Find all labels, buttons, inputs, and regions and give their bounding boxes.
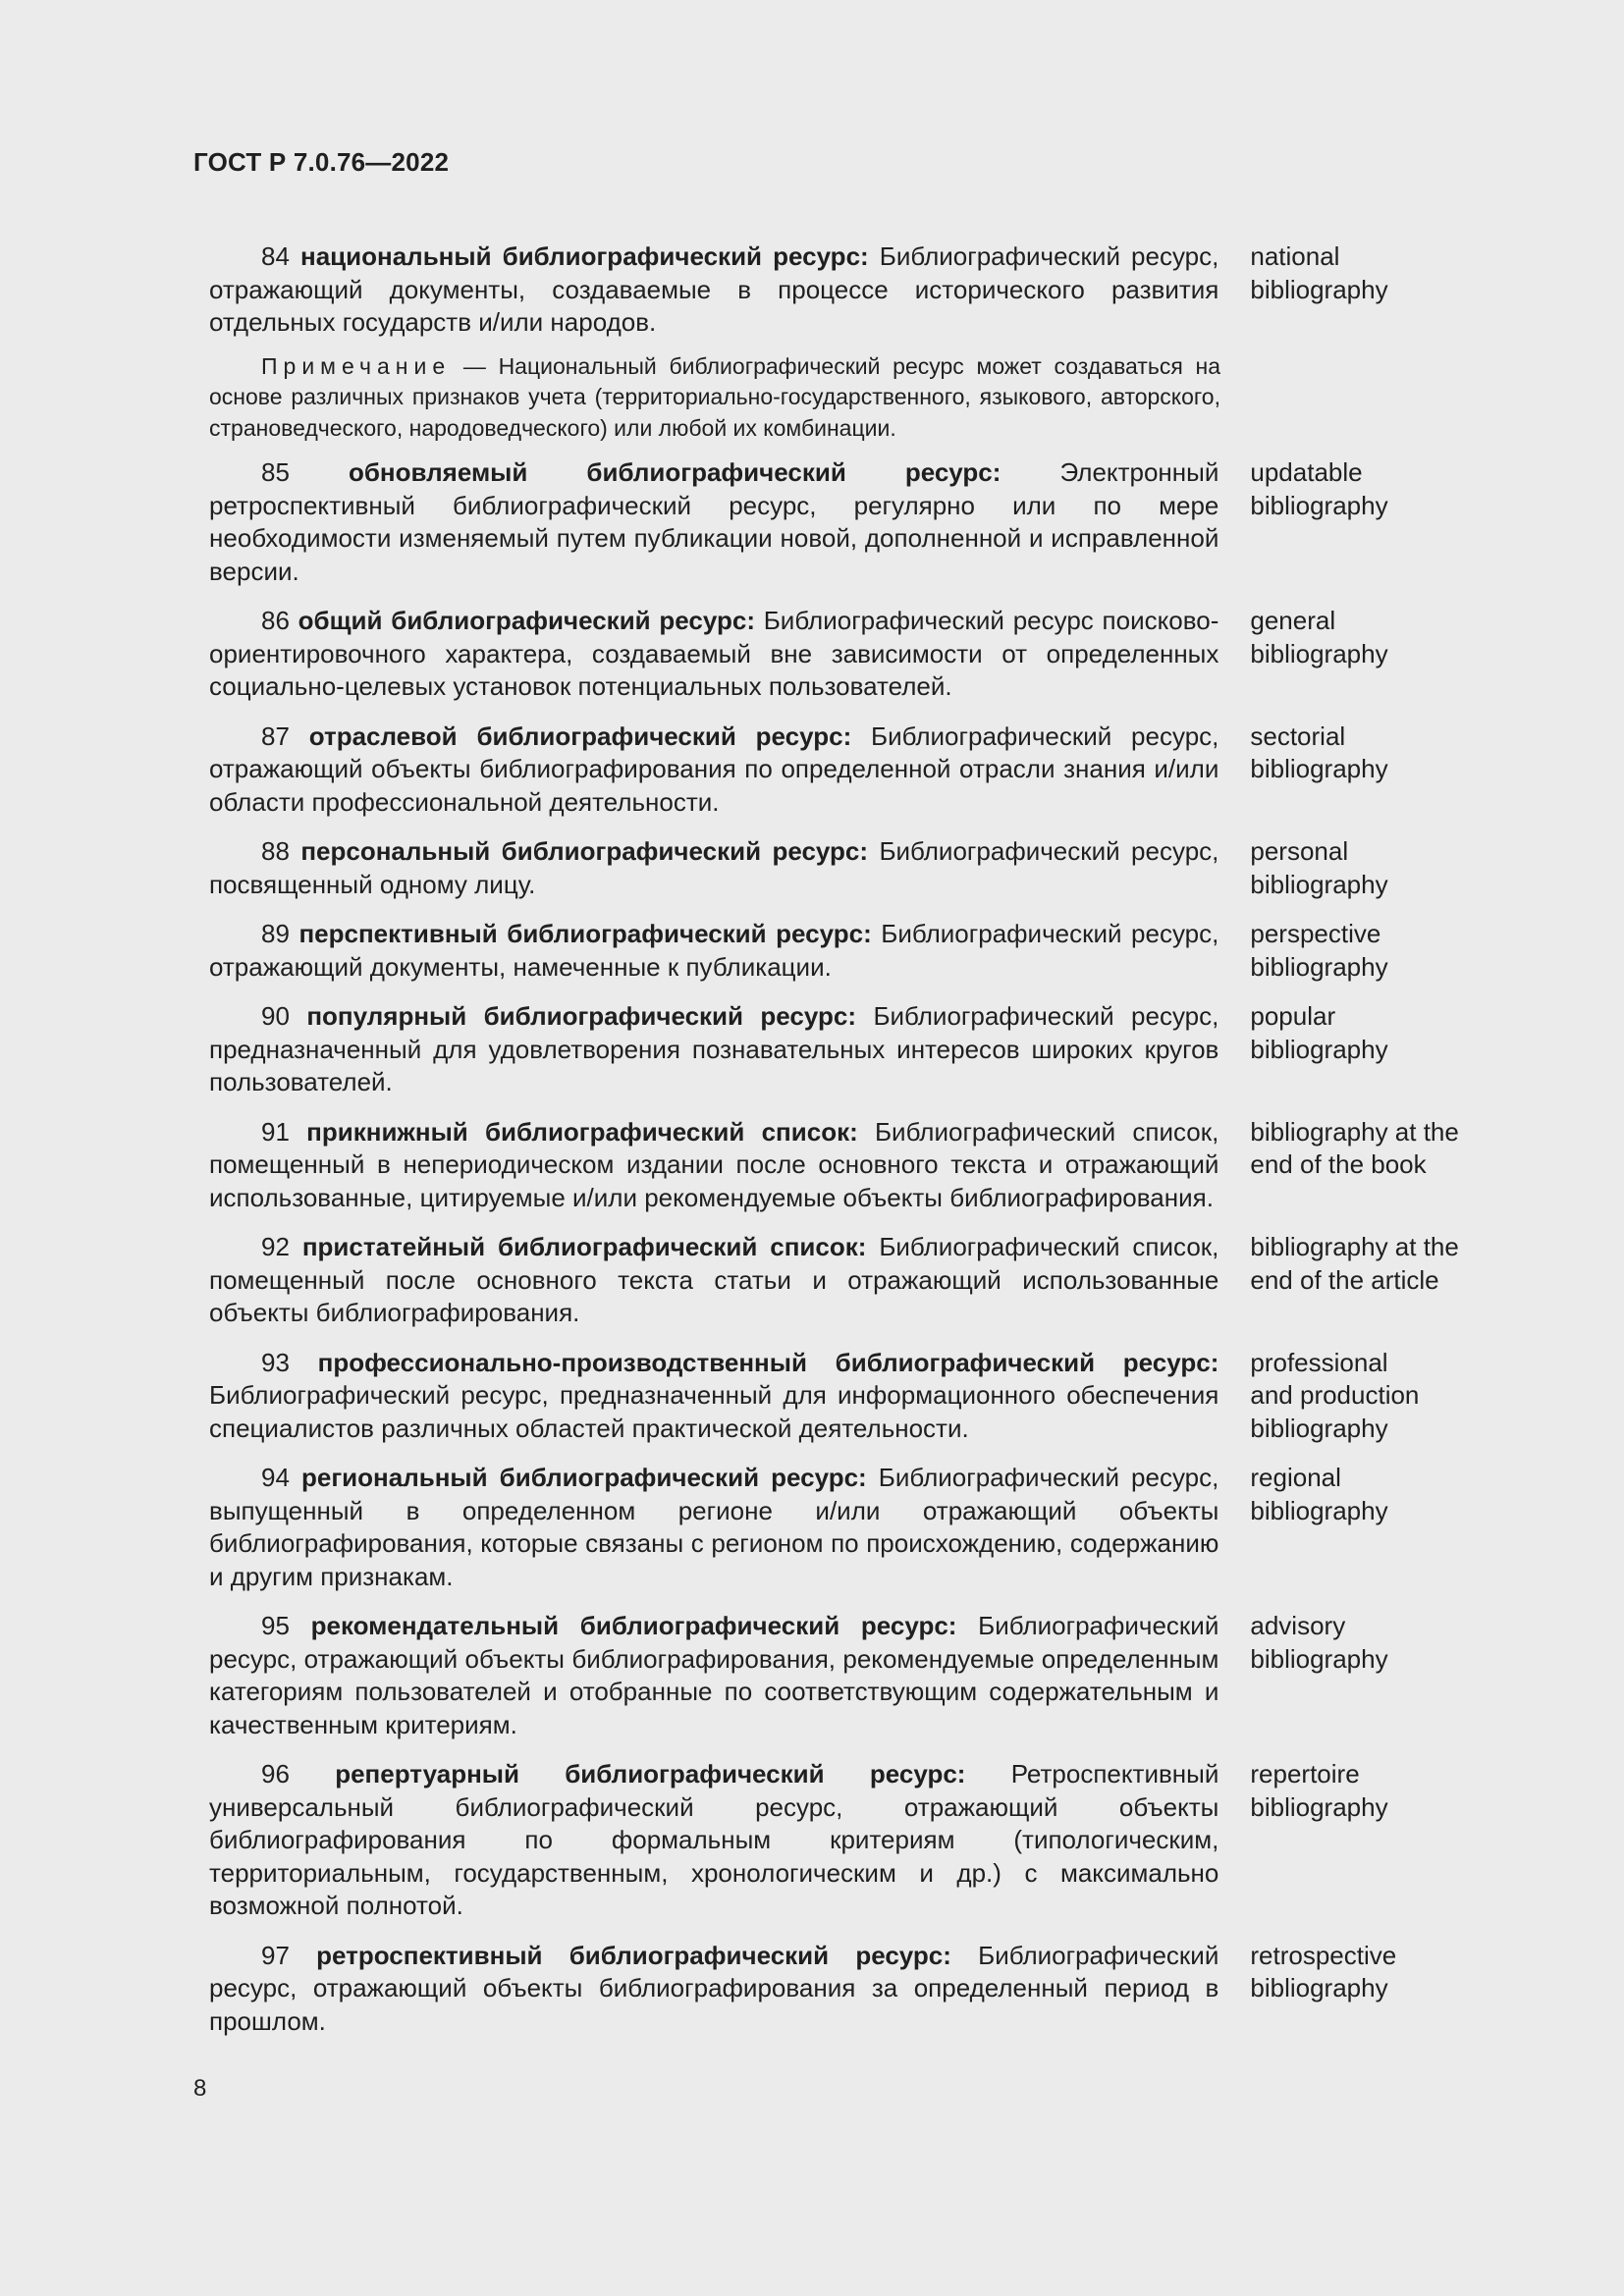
page-number: 8 — [193, 2075, 207, 2102]
english-equivalent: updatable bibliography — [1250, 457, 1388, 520]
term-number: 95 — [261, 1611, 290, 1640]
english-equivalent: professional and production bibliography — [1250, 1347, 1420, 1443]
term-title: рекомендательный библиографический ресурс: — [310, 1611, 957, 1640]
terms-list — [209, 240, 1486, 2038]
english-equivalent: general bibliography — [1250, 606, 1388, 668]
term-definition — [209, 1610, 1218, 1741]
term-title: репертуарный библиографический ресурс: — [335, 1759, 966, 1789]
term-definition — [209, 1940, 1218, 2039]
note-text: — Национальный библиографический ресурс может создаваться на основе различных признаков учета (территориально-государственного, языкового, авторского, страноведческого, народоведческого) или любой их комбинации. — [209, 352, 1220, 441]
term-number: 91 — [261, 1116, 290, 1147]
term-entry-85 — [209, 456, 1486, 588]
english-equivalent: bibliography at the end of the book — [1250, 1116, 1459, 1179]
term-text: Библиографический список, помещенный после основного текста статьи и отражающий использованные объекты библиографирования. — [209, 1232, 1219, 1327]
term-title: национальный библиографический ресурс: — [300, 241, 869, 271]
term-text: Библиографический ресурс, отражающий документы, намеченные к публикации. — [209, 919, 1219, 982]
term-text: Библиографический ресурс, отражающий объекты библиографирования по определенной отрасли знания и/или области профессиональной деятельности. — [209, 721, 1219, 817]
term-text: Библиографический ресурс, предназначенный для информационного обеспечения специалистов различных областей практической деятельности. — [209, 1380, 1219, 1443]
term-number: 97 — [261, 1940, 290, 1970]
term-title: пристатейный библиографический список: — [301, 1232, 867, 1261]
term-definition — [209, 835, 1218, 901]
english-equivalent: personal bibliography — [1250, 836, 1388, 899]
term-entry-84 — [209, 240, 1486, 340]
term-definition — [209, 1116, 1218, 1215]
term-title: общий библиографический ресурс: — [298, 606, 755, 635]
term-number: 84 — [261, 241, 290, 271]
term-number: 94 — [261, 1463, 290, 1492]
term-entry-96 — [209, 1758, 1486, 1923]
term-text: Библиографический ресурс, выпущенный в определенном регионе и/или отражающий объекты библиографирования, которые связаны с регионом по происхождению, содержанию и другим признакам. — [209, 1463, 1219, 1591]
term-definition — [209, 721, 1218, 820]
document-header: ГОСТ Р 7.0.76—2022 — [193, 147, 450, 177]
term-title: прикнижный библиографический список: — [306, 1116, 858, 1147]
term-number: 86 — [261, 606, 290, 635]
term-entry-87 — [209, 721, 1486, 820]
term-title: ретроспективный библиографический ресурс: — [316, 1940, 951, 1970]
term-definition — [209, 605, 1218, 704]
term-title: отраслевой библиографический ресурс: — [308, 721, 852, 751]
note-label: Примечание — [261, 352, 452, 379]
term-text: Ретроспективный универсальный библиографический ресурс, отражающий объекты библиографирования по формальным критериям (типологическим, территориальным, государственным, хронологическим и др.) с максимально возможной полнотой. — [209, 1759, 1219, 1920]
term-entry-97 — [209, 1940, 1486, 2039]
term-title: региональный библиографический ресурс: — [301, 1463, 867, 1492]
english-equivalent: retrospective bibliography — [1250, 1940, 1397, 2002]
term-text: Библиографический ресурс, отражающий объекты библиографирования за определенный период в прошлом. — [209, 1940, 1219, 2036]
english-equivalent: perspective bibliography — [1250, 919, 1388, 982]
english-equivalent: regional bibliography — [1250, 1463, 1388, 1525]
note — [209, 351, 1220, 445]
english-equivalent: bibliography at the end of the article — [1250, 1232, 1459, 1295]
term-entry-90 — [209, 1000, 1486, 1099]
term-number: 93 — [261, 1347, 290, 1377]
term-definition — [209, 456, 1218, 588]
term-title: персональный библиографический ресурс: — [300, 836, 869, 866]
term-number: 90 — [261, 1001, 290, 1031]
term-number: 92 — [261, 1232, 290, 1261]
term-title: популярный библиографический ресурс: — [306, 1001, 857, 1031]
term-text: Библиографический ресурс поисково-ориентировочного характера, создаваемый вне зависимости от определенных социально-целевых установок потенциальных пользователей. — [209, 606, 1219, 701]
term-number: 87 — [261, 721, 290, 751]
term-number: 88 — [261, 836, 290, 866]
term-definition — [209, 1462, 1218, 1593]
term-number: 85 — [261, 457, 290, 487]
term-title: обновляемый библиографический ресурс: — [348, 457, 1001, 487]
term-entry-95 — [209, 1610, 1486, 1741]
english-equivalent: sectorial bibliography — [1250, 721, 1388, 783]
term-definition — [209, 240, 1218, 340]
term-text: Электронный ретроспективный библиографический ресурс, регулярно или по мере необходимости изменяемый путем публикации новой, дополненной и исправленной версии. — [209, 457, 1219, 586]
term-entry-92 — [209, 1231, 1486, 1330]
term-text: Библиографический ресурс, предназначенный для удовлетворения познавательных интересов широких кругов пользователей. — [209, 1001, 1219, 1096]
term-number: 89 — [261, 919, 290, 948]
english-equivalent: repertoire bibliography — [1250, 1759, 1388, 1822]
term-definition — [209, 1000, 1218, 1099]
english-equivalent: advisory bibliography — [1250, 1611, 1388, 1674]
term-definition — [209, 1347, 1218, 1446]
english-equivalent: national bibliography — [1250, 241, 1388, 304]
term-definition — [209, 918, 1218, 984]
term-text: Библиографический ресурс, отражающий документы, создаваемые в процессе исторического развития отдельных государств и/или народов. — [209, 241, 1219, 337]
term-text: Библиографический список, помещенный в непериодическом издании после основного текста и отражающий использованные, цитируемые и/или рекомендуемые объекты библиографирования. — [209, 1116, 1219, 1212]
term-definition — [209, 1758, 1218, 1923]
term-entry-94 — [209, 1462, 1486, 1593]
term-entry-86 — [209, 605, 1486, 704]
term-text: Библиографический ресурс, отражающий объекты библиографирования, рекомендуемые определенным категориям пользователей и отобранные по соответствующим содержательным и качественным критериям. — [209, 1611, 1219, 1739]
term-entry-93 — [209, 1347, 1486, 1446]
term-entry-89 — [209, 918, 1486, 984]
term-entry-91 — [209, 1116, 1486, 1215]
term-title: профессионально-производственный библиографический ресурс: — [317, 1347, 1219, 1377]
english-equivalent: popular bibliography — [1250, 1001, 1388, 1064]
term-entry-88 — [209, 835, 1486, 901]
term-text: Библиографический ресурс, посвященный одному лицу. — [209, 836, 1219, 899]
term-title: перспективный библиографический ресурс: — [298, 919, 872, 948]
term-definition — [209, 1231, 1218, 1330]
term-number: 96 — [261, 1759, 290, 1789]
